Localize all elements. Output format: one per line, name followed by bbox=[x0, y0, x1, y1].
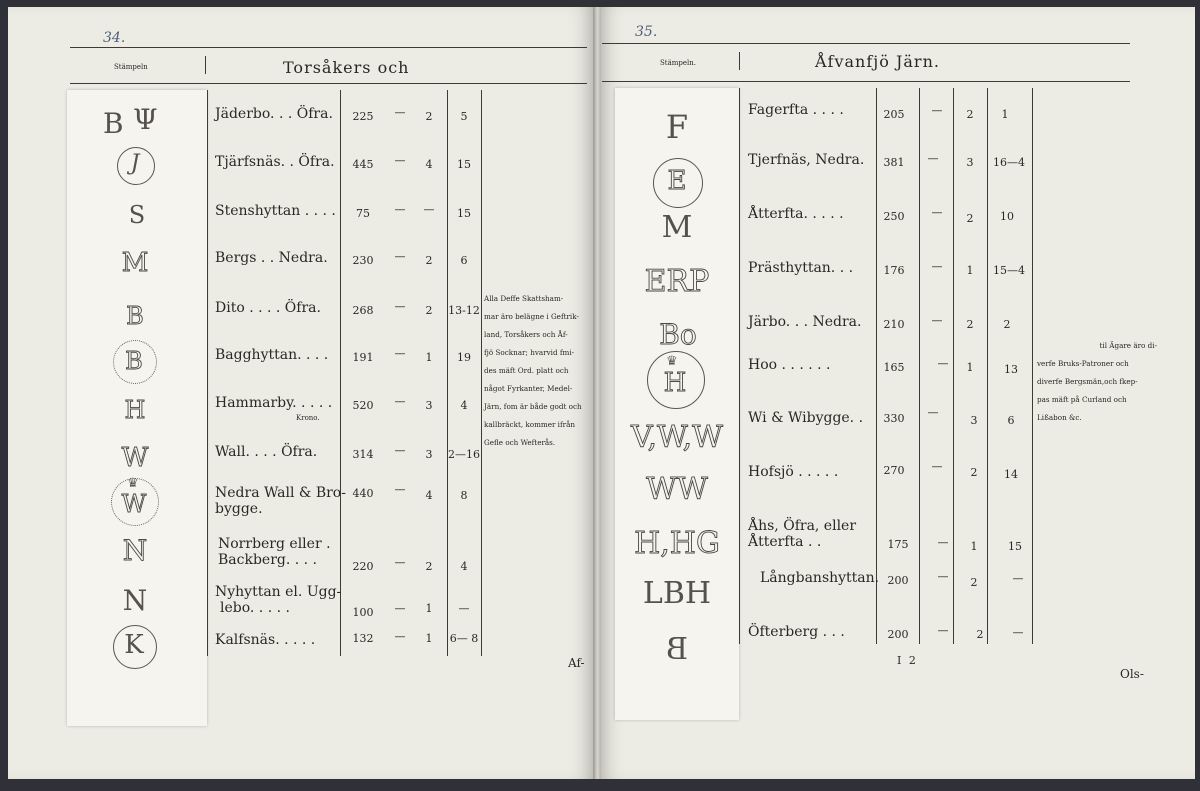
left-table-rule-c bbox=[447, 90, 448, 656]
left-row-11-c1: 100 bbox=[352, 606, 374, 619]
right-row-6-c2: — bbox=[937, 357, 949, 370]
left-column-header: Torsåkers och bbox=[283, 58, 410, 77]
right-row-7-c2: — bbox=[927, 406, 939, 419]
stamp-7: H bbox=[124, 396, 146, 424]
right-catchword: Ols- bbox=[1120, 667, 1144, 681]
crown-icon: ♛ bbox=[127, 476, 139, 491]
left-note-line: land, Torsåkers och Åf- bbox=[484, 330, 568, 339]
left-row-3-c3: — bbox=[423, 203, 435, 216]
left-row-7-c2: — bbox=[394, 395, 406, 408]
right-row-8-c1: 270 bbox=[883, 464, 905, 477]
left-header-rule bbox=[70, 47, 587, 48]
stamp-9: W bbox=[121, 490, 147, 518]
right-row-2-c4: 16—4 bbox=[993, 156, 1025, 169]
right-row-7-c4: 6 bbox=[1007, 414, 1015, 427]
right-row-1-name: Fagerfta . . . . bbox=[748, 102, 844, 118]
left-table-rule-b bbox=[340, 90, 341, 656]
left-row-10-c1: 220 bbox=[352, 560, 374, 573]
right-row-11-c1: 200 bbox=[887, 628, 909, 641]
left-note-line: kallbräckt, kommer ifrån bbox=[484, 420, 575, 429]
left-row-2-c1: 445 bbox=[352, 158, 374, 171]
right-row-6-c3: 1 bbox=[966, 361, 974, 374]
right-row-9-c1: 175 bbox=[887, 538, 909, 551]
left-row-6-c4: 19 bbox=[457, 351, 471, 364]
stamp-5: B bbox=[126, 302, 144, 330]
right-row-4-name: Prästhyttan. . . bbox=[748, 260, 854, 276]
right-note-line: til Ägare äro di- bbox=[1099, 341, 1157, 350]
right-column-header: Åfvanfjö Järn. bbox=[815, 52, 940, 71]
left-row-3-c2: — bbox=[394, 203, 406, 216]
left-row-8-c1: 314 bbox=[352, 448, 374, 461]
left-row-4-c1: 230 bbox=[352, 254, 374, 267]
stamp-10: N bbox=[122, 534, 148, 567]
left-row-12-c4: 6— 8 bbox=[449, 632, 479, 645]
left-row-11-c3: 1 bbox=[425, 602, 433, 615]
left-row-5-c1: 268 bbox=[352, 304, 374, 317]
right-row-6-c4: 13 bbox=[1004, 363, 1018, 376]
left-row-1-name: Jäderbo. . . Öfra. bbox=[215, 106, 333, 122]
right-note-line: Lißabon &c. bbox=[1037, 413, 1082, 422]
left-row-1-c1: 225 bbox=[352, 110, 374, 123]
left-page-number: 34. bbox=[103, 30, 126, 46]
right-row-4-c4: 15—4 bbox=[993, 264, 1025, 277]
right-row-3-name: Åtterfta. . . . . bbox=[748, 206, 844, 222]
right-note bbox=[1037, 337, 1157, 427]
left-note-line: mar äro belägne i Geftrik- bbox=[484, 312, 579, 321]
left-table-rule-d bbox=[481, 90, 482, 656]
right-note-line: pas mäft på Curland och bbox=[1037, 395, 1127, 404]
left-row-9-name-2: bygge. bbox=[215, 501, 263, 517]
right-row-10-name: Långbanshyttan. bbox=[760, 570, 880, 586]
left-row-3-c4: 15 bbox=[457, 207, 471, 220]
stamp-2: J bbox=[130, 151, 140, 176]
right-stamp-1: F bbox=[665, 108, 689, 146]
right-row-5-name: Järbo. . . Nedra. bbox=[748, 314, 862, 330]
right-row-5-c2: — bbox=[931, 314, 943, 327]
left-note-line: något Fyrkanter, Medel- bbox=[484, 384, 573, 393]
right-row-2-c2: — bbox=[927, 152, 939, 165]
right-signature-mark: I 2 bbox=[897, 654, 918, 667]
left-note bbox=[484, 290, 584, 452]
right-row-2-c1: 381 bbox=[883, 156, 905, 169]
right-row-11-name: Öfterberg . . . bbox=[748, 624, 845, 640]
stamp-8: W bbox=[121, 443, 149, 473]
right-row-8-c4: 14 bbox=[1004, 468, 1018, 481]
left-row-3-c1: 75 bbox=[356, 207, 370, 220]
right-table-rule-e bbox=[987, 88, 988, 644]
left-row-7-c4: 4 bbox=[460, 399, 468, 412]
left-row-4-c2: — bbox=[394, 250, 406, 263]
right-stamp-8: WW bbox=[646, 472, 708, 507]
left-row-2-c4: 15 bbox=[457, 158, 471, 171]
right-page-number: 35. bbox=[635, 24, 658, 40]
right-row-7-c1: 330 bbox=[883, 412, 905, 425]
right-header-bottom-rule bbox=[602, 81, 1130, 82]
right-row-3-c1: 250 bbox=[883, 210, 905, 223]
left-note-line: fjö Socknar; hvarvid fmi- bbox=[484, 348, 575, 357]
right-row-4-c2: — bbox=[931, 260, 943, 273]
stamp-11: N bbox=[122, 584, 148, 617]
left-row-12-c1: 132 bbox=[352, 632, 374, 645]
right-header-rule bbox=[602, 43, 1130, 44]
left-row-9-c3: 4 bbox=[425, 489, 433, 502]
right-row-1-c3: 2 bbox=[966, 108, 974, 121]
left-row-5-c3: 2 bbox=[425, 304, 433, 317]
left-row-12-c2: — bbox=[394, 630, 406, 643]
right-row-3-c2: — bbox=[931, 206, 943, 219]
left-row-12-c3: 1 bbox=[425, 632, 433, 645]
left-note-line: des mäft Ord. platt och bbox=[484, 366, 569, 375]
left-row-11-name-2: lebo. . . . . bbox=[220, 600, 290, 616]
right-note-line: verfe Bruks-Patroner och bbox=[1037, 359, 1129, 368]
left-row-8-c2: — bbox=[394, 444, 406, 457]
left-row-7-c3: 3 bbox=[425, 399, 433, 412]
right-row-10-c4: — bbox=[1012, 572, 1024, 585]
left-row-9-c2: — bbox=[394, 483, 406, 496]
left-row-1-c4: 5 bbox=[460, 110, 468, 123]
stamp-3: S bbox=[128, 201, 146, 229]
stamp-1: B bbox=[103, 107, 124, 140]
left-row-5-c2: — bbox=[394, 300, 406, 313]
left-row-11-c2: — bbox=[394, 602, 406, 615]
left-row-7-c1: 520 bbox=[352, 399, 374, 412]
left-row-8-name: Wall. . . . Öfra. bbox=[215, 444, 318, 460]
right-row-9-name: Åhs, Öfra, eller bbox=[748, 518, 857, 534]
left-row-4-c3: 2 bbox=[425, 254, 433, 267]
stamp-12: K bbox=[124, 630, 144, 660]
right-row-7-c3: 3 bbox=[970, 414, 978, 427]
right-row-10-c2: — bbox=[937, 570, 949, 583]
left-row-2-c3: 4 bbox=[425, 158, 433, 171]
left-row-4-c4: 6 bbox=[460, 254, 468, 267]
left-row-1-c2: — bbox=[394, 106, 406, 119]
right-row-11-c2: — bbox=[937, 624, 949, 637]
right-row-3-c4: 10 bbox=[1000, 210, 1014, 223]
right-row-11-c3: 2 bbox=[976, 628, 984, 641]
right-row-8-c3: 2 bbox=[970, 466, 978, 479]
right-row-2-name: Tjerfnäs, Nedra. bbox=[748, 152, 865, 168]
right-row-10-c1: 200 bbox=[887, 574, 909, 587]
left-row-6-name: Bagghyttan. . . . bbox=[215, 347, 329, 363]
left-row-6-c2: — bbox=[394, 347, 406, 360]
left-row-9-c1: 440 bbox=[352, 487, 374, 500]
right-row-11-c4: — bbox=[1012, 626, 1024, 639]
left-row-11-name: Nyhyttan el. Ugg- bbox=[215, 584, 342, 600]
right-row-6-c1: 165 bbox=[883, 361, 905, 374]
right-row-9-name-2: Åtterfta . . bbox=[748, 534, 822, 550]
stamp-4: M bbox=[121, 248, 149, 278]
left-table-rule-a bbox=[207, 90, 208, 656]
left-row-10-c4: 4 bbox=[460, 560, 468, 573]
right-row-9-c2: — bbox=[937, 536, 949, 549]
stamp-6: B bbox=[125, 347, 143, 375]
right-note-line: diverfe Bergsmän,och fkep- bbox=[1037, 377, 1138, 386]
left-row-2-c2: — bbox=[394, 154, 406, 167]
right-stamp-11: B bbox=[665, 632, 689, 667]
left-row-7-sub: Krono. bbox=[296, 414, 320, 422]
left-row-9-c4: 8 bbox=[460, 489, 468, 502]
left-catchword: Af- bbox=[568, 656, 585, 670]
right-row-9-c4: 15 bbox=[1008, 540, 1022, 553]
right-header-divider bbox=[739, 52, 740, 70]
left-row-6-c3: 1 bbox=[425, 351, 433, 364]
right-stamp-header: Stämpeln. bbox=[660, 59, 697, 67]
right-row-7-name: Wi & Wibygge. . bbox=[748, 410, 864, 426]
right-row-8-c2: — bbox=[931, 460, 943, 473]
right-stamp-10: LBH bbox=[642, 576, 712, 611]
right-stamp-3: M bbox=[661, 210, 693, 245]
right-row-2-c3: 3 bbox=[966, 156, 974, 169]
left-header-divider bbox=[205, 56, 206, 74]
right-row-1-c1: 205 bbox=[883, 108, 905, 121]
right-stamp-column bbox=[615, 88, 739, 720]
left-row-3-name: Stenshyttan . . . . bbox=[215, 203, 336, 219]
left-row-7-name: Hammarby. . . . . bbox=[215, 395, 333, 411]
right-row-10-c3: 2 bbox=[970, 576, 978, 589]
left-row-5-c4: 13-12 bbox=[448, 304, 480, 317]
left-note-line: Järn, fom är både godt och bbox=[484, 402, 582, 411]
right-row-4-c1: 176 bbox=[883, 264, 905, 277]
right-row-3-c3: 2 bbox=[966, 212, 974, 225]
right-row-6-name: Hoo . . . . . . bbox=[748, 357, 831, 373]
left-row-8-c4: 2—16 bbox=[448, 448, 480, 461]
left-row-10-c2: — bbox=[394, 556, 406, 569]
left-row-2-name: Tjärfsnäs. . Öfra. bbox=[215, 154, 335, 170]
right-stamp-2: E bbox=[667, 166, 687, 196]
left-row-4-name: Bergs . . Nedra. bbox=[215, 250, 328, 266]
left-row-10-name-2: Backberg. . . . bbox=[218, 552, 318, 568]
left-note-line: Alla Deffe Skattsham- bbox=[484, 294, 564, 303]
left-row-12-name: Kalfsnäs. . . . . bbox=[215, 632, 316, 648]
right-row-9-c3: 1 bbox=[970, 540, 978, 553]
book-gutter bbox=[593, 7, 601, 779]
left-row-1-c3: 2 bbox=[425, 110, 433, 123]
right-stamp-9: H,HG bbox=[634, 526, 720, 561]
right-crown-icon: ♛ bbox=[666, 354, 678, 369]
right-row-5-c1: 210 bbox=[883, 318, 905, 331]
right-table-rule-f bbox=[1032, 88, 1033, 644]
left-header-bottom-rule bbox=[70, 83, 587, 84]
left-row-10-c3: 2 bbox=[425, 560, 433, 573]
right-row-5-c4: 2 bbox=[1003, 318, 1011, 331]
left-row-8-c3: 3 bbox=[425, 448, 433, 461]
right-table-rule-a bbox=[739, 88, 740, 644]
left-stamp-column bbox=[67, 90, 207, 726]
right-row-1-c2: — bbox=[931, 104, 943, 117]
left-stamp-header: Stämpeln bbox=[114, 63, 148, 71]
right-row-1-c4: 1 bbox=[1001, 108, 1009, 121]
right-stamp-5: Bo bbox=[659, 318, 697, 351]
left-row-10-name: Norrberg eller . bbox=[218, 536, 331, 552]
right-row-4-c3: 1 bbox=[966, 264, 974, 277]
left-row-6-c1: 191 bbox=[352, 351, 374, 364]
right-row-5-c3: 2 bbox=[966, 318, 974, 331]
left-row-9-name: Nedra Wall & Bro- bbox=[215, 485, 346, 501]
left-row-5-name: Dito . . . . Öfra. bbox=[215, 300, 321, 316]
right-row-8-name: Hofsjö . . . . . bbox=[748, 464, 839, 480]
right-stamp-6: H bbox=[663, 368, 687, 398]
left-row-11-c4: — bbox=[458, 602, 470, 615]
left-note-line: Gefle och Wefterås. bbox=[484, 438, 556, 447]
right-table-rule-c bbox=[919, 88, 920, 644]
stamp-1-trident-icon: Ψ bbox=[133, 103, 158, 136]
right-stamp-4: ERP bbox=[644, 264, 710, 299]
right-stamp-7: V,W,W bbox=[631, 420, 723, 455]
